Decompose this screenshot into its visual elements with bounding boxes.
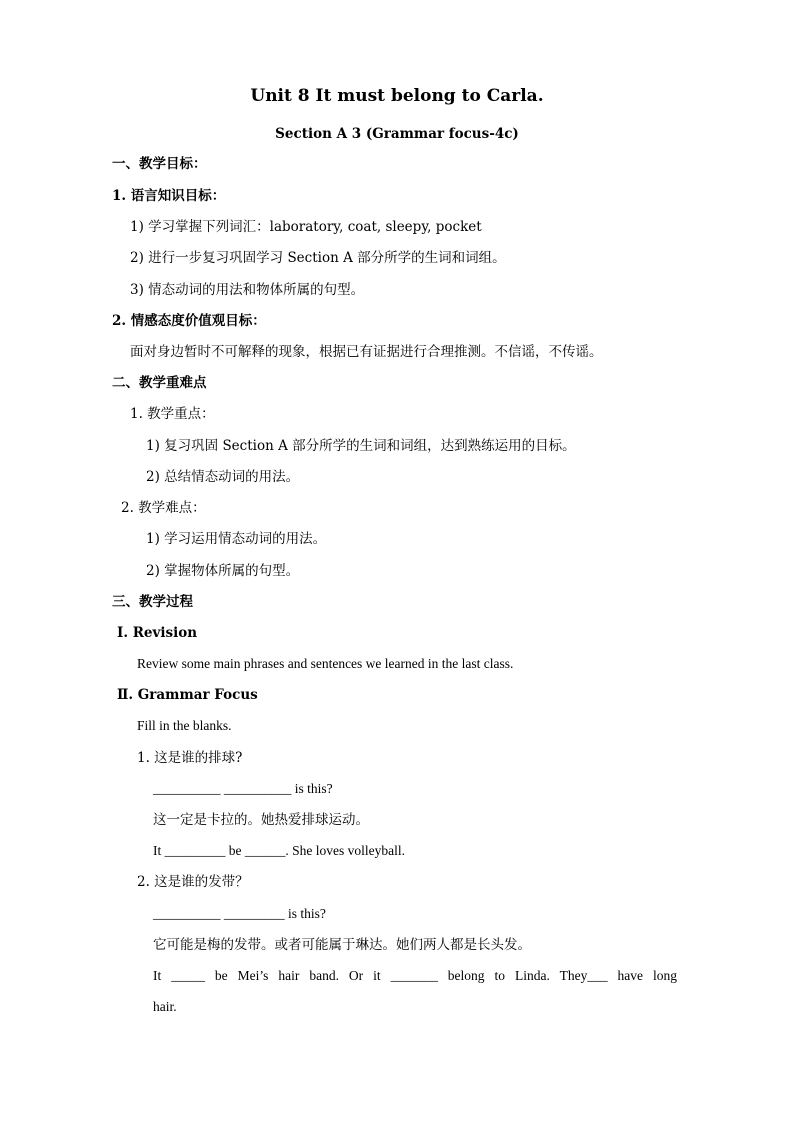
- step-heading-revision: Ⅰ. Revision: [117, 625, 198, 641]
- section-heading-objectives: 一、教学目标：: [112, 156, 207, 172]
- subheading-difficulties: 2. 教学难点：: [121, 500, 206, 516]
- subheading-language-objectives: 1. 语言知识目标：: [112, 188, 226, 204]
- list-item: 2) 掌握物体所属的句型。: [146, 563, 300, 579]
- list-item: 2) 进行一步复习巩固学习 Section A 部分所学的生词和词组。: [130, 250, 506, 266]
- answer-cn: 它可能是梅的发带。或者可能属于琳达。她们两人都是长头发。: [153, 937, 531, 953]
- document-subtitle: Section A 3 (Grammar focus-4c): [275, 126, 519, 142]
- fill-blank-line: __________ __________ is this?: [153, 781, 333, 796]
- list-item: 2) 总结情态动词的用法。: [146, 469, 300, 485]
- list-item: 3) 情态动词的用法和物体所属的句型。: [130, 282, 365, 298]
- paragraph: 面对身边暂时不可解释的现象，根据已有证据进行合理推测。不信谣，不传谣。: [130, 344, 603, 360]
- fill-blank-line: __________ _________ is this?: [153, 906, 326, 921]
- document-title: Unit 8 It must belong to Carla.: [250, 86, 544, 106]
- list-item: 1) 复习巩固 Section A 部分所学的生词和词组，达到熟练运用的目标。: [146, 438, 576, 454]
- question-cn: 1. 这是谁的排球?: [137, 750, 243, 766]
- answer-cn: 这一定是卡拉的。她热爱排球运动。: [153, 812, 369, 828]
- paragraph: Review some main phrases and sentences we learned in the last class.: [137, 656, 514, 671]
- question-cn: 2. 这是谁的发带？: [137, 874, 249, 890]
- fill-blank-line: It _________ be ______. She loves volleyball.: [153, 843, 405, 858]
- list-item: 1) 学习掌握下列词汇：laboratory, coat, sleepy, pocket: [130, 219, 482, 235]
- subheading-key-points: 1. 教学重点：: [130, 406, 215, 422]
- step-heading-grammar-focus: Ⅱ. Grammar Focus: [117, 687, 258, 703]
- section-heading-procedure: 三、教学过程: [112, 594, 193, 610]
- subheading-attitude-objectives: 2. 情感态度价值观目标：: [112, 313, 266, 329]
- fill-blank-line: It _____ be Mei’s hair band. Or it _______ belong to Linda. They___ have long: [153, 968, 677, 983]
- paragraph: Fill in the blanks.: [137, 718, 232, 733]
- fill-blank-line: hair.: [153, 999, 177, 1014]
- section-heading-key-points: 二、教学重难点: [112, 375, 207, 391]
- list-item: 1) 学习运用情态动词的用法。: [146, 531, 327, 547]
